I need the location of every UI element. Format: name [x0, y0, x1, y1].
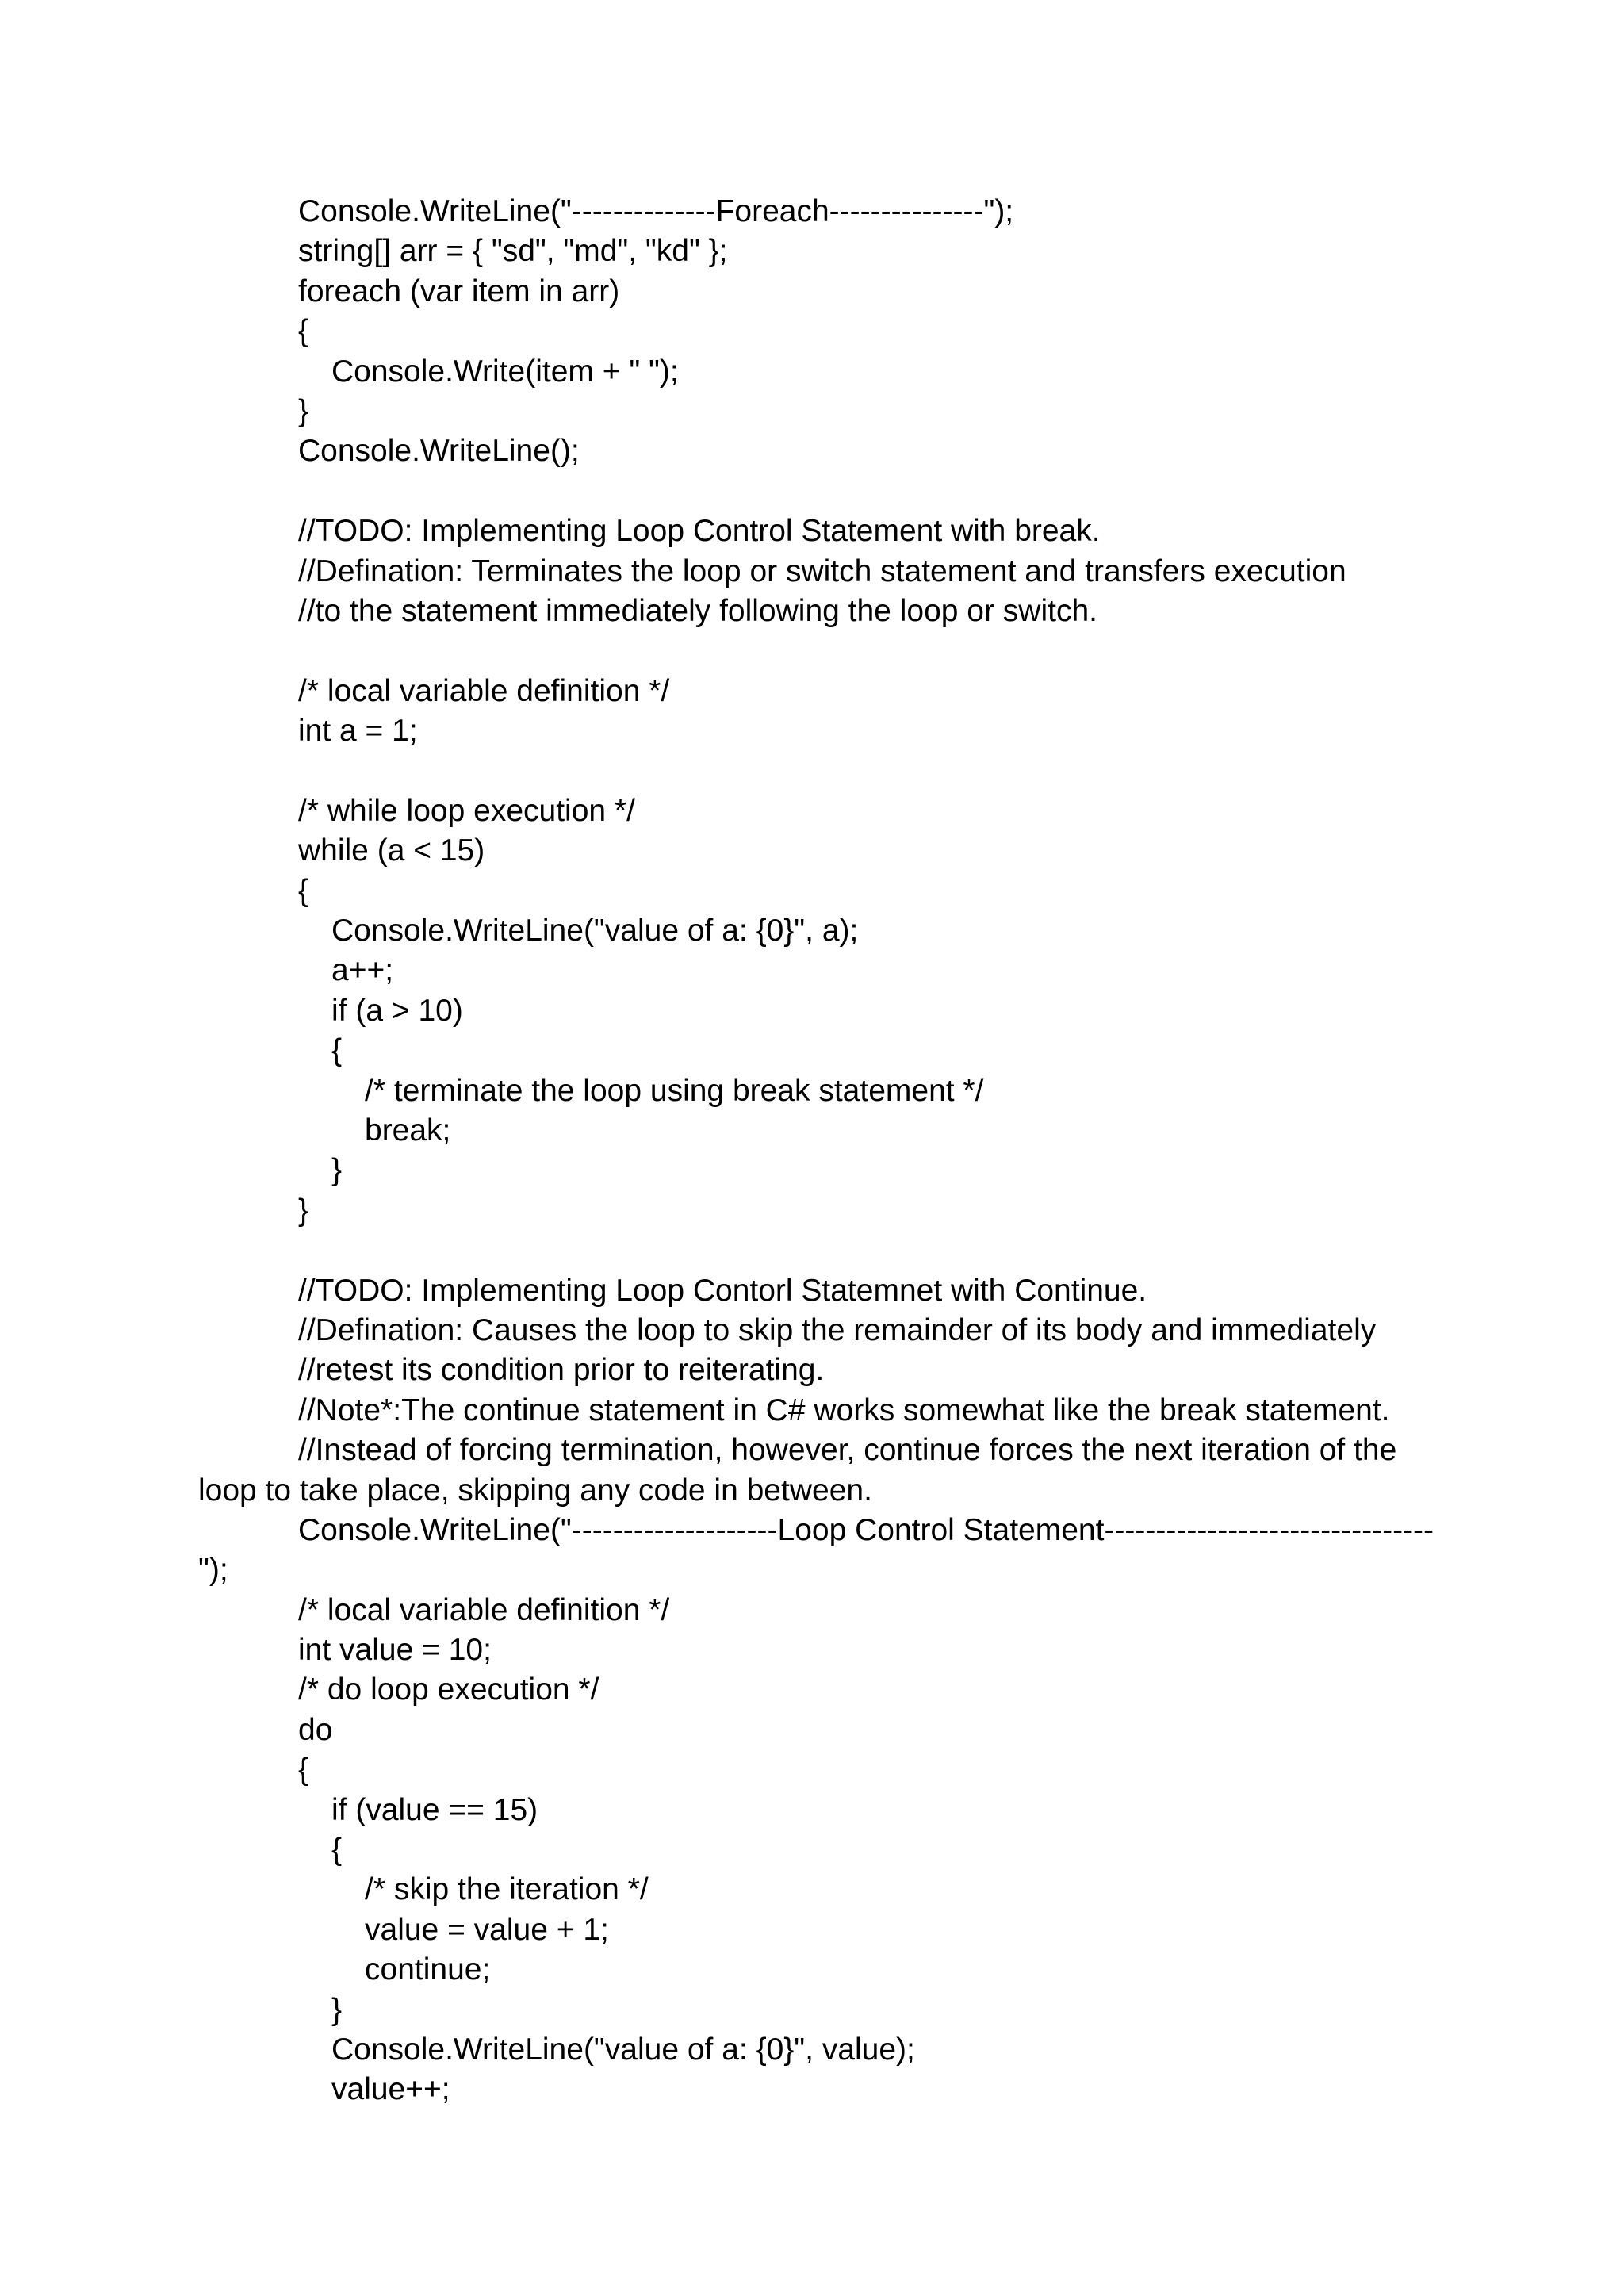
code-line: Console.WriteLine("--------------------Loop Control Statement--------------------------------	[298, 1512, 1434, 1547]
wrapped-code-line: loop to take place, skipping any code in between.	[198, 1473, 872, 1508]
code-line: do	[298, 1712, 333, 1747]
blank-line	[0, 472, 1624, 511]
code-line: {	[331, 1033, 343, 1068]
code-line: //Defination: Causes the loop to skip the remainder of its body and immediately	[298, 1312, 1377, 1347]
code-line: {	[298, 873, 309, 908]
code-line: //Defination: Terminates the loop or switch statement and transfers execution	[298, 554, 1346, 588]
code-line: break;	[365, 1113, 451, 1148]
code-line: /* terminate the loop using break statement */	[365, 1073, 984, 1108]
code-line: /* local variable definition */	[298, 1592, 670, 1627]
code-line: string[] arr = { "sd", "md", "kd" };	[298, 234, 728, 269]
code-line: /* while loop execution */	[298, 793, 635, 828]
blank-line	[0, 631, 1624, 671]
code-listing	[0, 192, 1624, 2110]
code-line: Console.Write(item + " ");	[331, 354, 679, 389]
code-line: a++;	[331, 953, 394, 988]
code-line: {	[298, 1753, 309, 1787]
code-line: continue;	[365, 1952, 491, 1987]
code-line: //to the statement immediately following the loop or switch.	[298, 593, 1097, 628]
code-line: Console.WriteLine("--------------Foreach---------------");	[298, 194, 1014, 228]
code-line: int value = 10;	[298, 1633, 492, 1668]
code-line: Console.WriteLine("value of a: {0}", a);	[331, 914, 859, 948]
code-line: }	[298, 1193, 309, 1228]
code-line: value = value + 1;	[365, 1912, 609, 1947]
code-line: {	[331, 1833, 343, 1868]
code-line: while (a < 15)	[298, 833, 485, 868]
code-line: if (a > 10)	[331, 993, 463, 1028]
code-line: Console.WriteLine("value of a: {0}", value);	[331, 2032, 915, 2067]
code-line: }	[298, 393, 309, 428]
code-line: /* skip the iteration */	[365, 1872, 649, 1907]
code-line: {	[298, 314, 309, 349]
code-line: //Note*:The continue statement in C# works somewhat like the break statement.	[298, 1393, 1390, 1427]
code-line: int a = 1;	[298, 714, 418, 749]
code-line: /* do loop execution */	[298, 1672, 599, 1707]
blank-line	[0, 751, 1624, 791]
code-line: //TODO: Implementing Loop Contorl Statemnet with Continue.	[298, 1273, 1147, 1308]
code-line: //TODO: Implementing Loop Control Statement with break.	[298, 514, 1101, 549]
code-line: //retest its condition prior to reiterating.	[298, 1353, 825, 1388]
code-line: }	[331, 1153, 343, 1188]
code-line: }	[331, 1992, 343, 2027]
code-line: foreach (var item in arr)	[298, 274, 620, 308]
code-line: Console.WriteLine();	[298, 434, 580, 469]
wrapped-code-line: ");	[198, 1553, 228, 1588]
code-line: //Instead of forcing termination, however, continue forces the next iteration of the	[298, 1433, 1397, 1468]
code-line: value++;	[331, 2072, 450, 2107]
blank-line	[0, 1231, 1624, 1270]
code-line: if (value == 15)	[331, 1792, 538, 1827]
code-line: /* local variable definition */	[298, 673, 670, 708]
